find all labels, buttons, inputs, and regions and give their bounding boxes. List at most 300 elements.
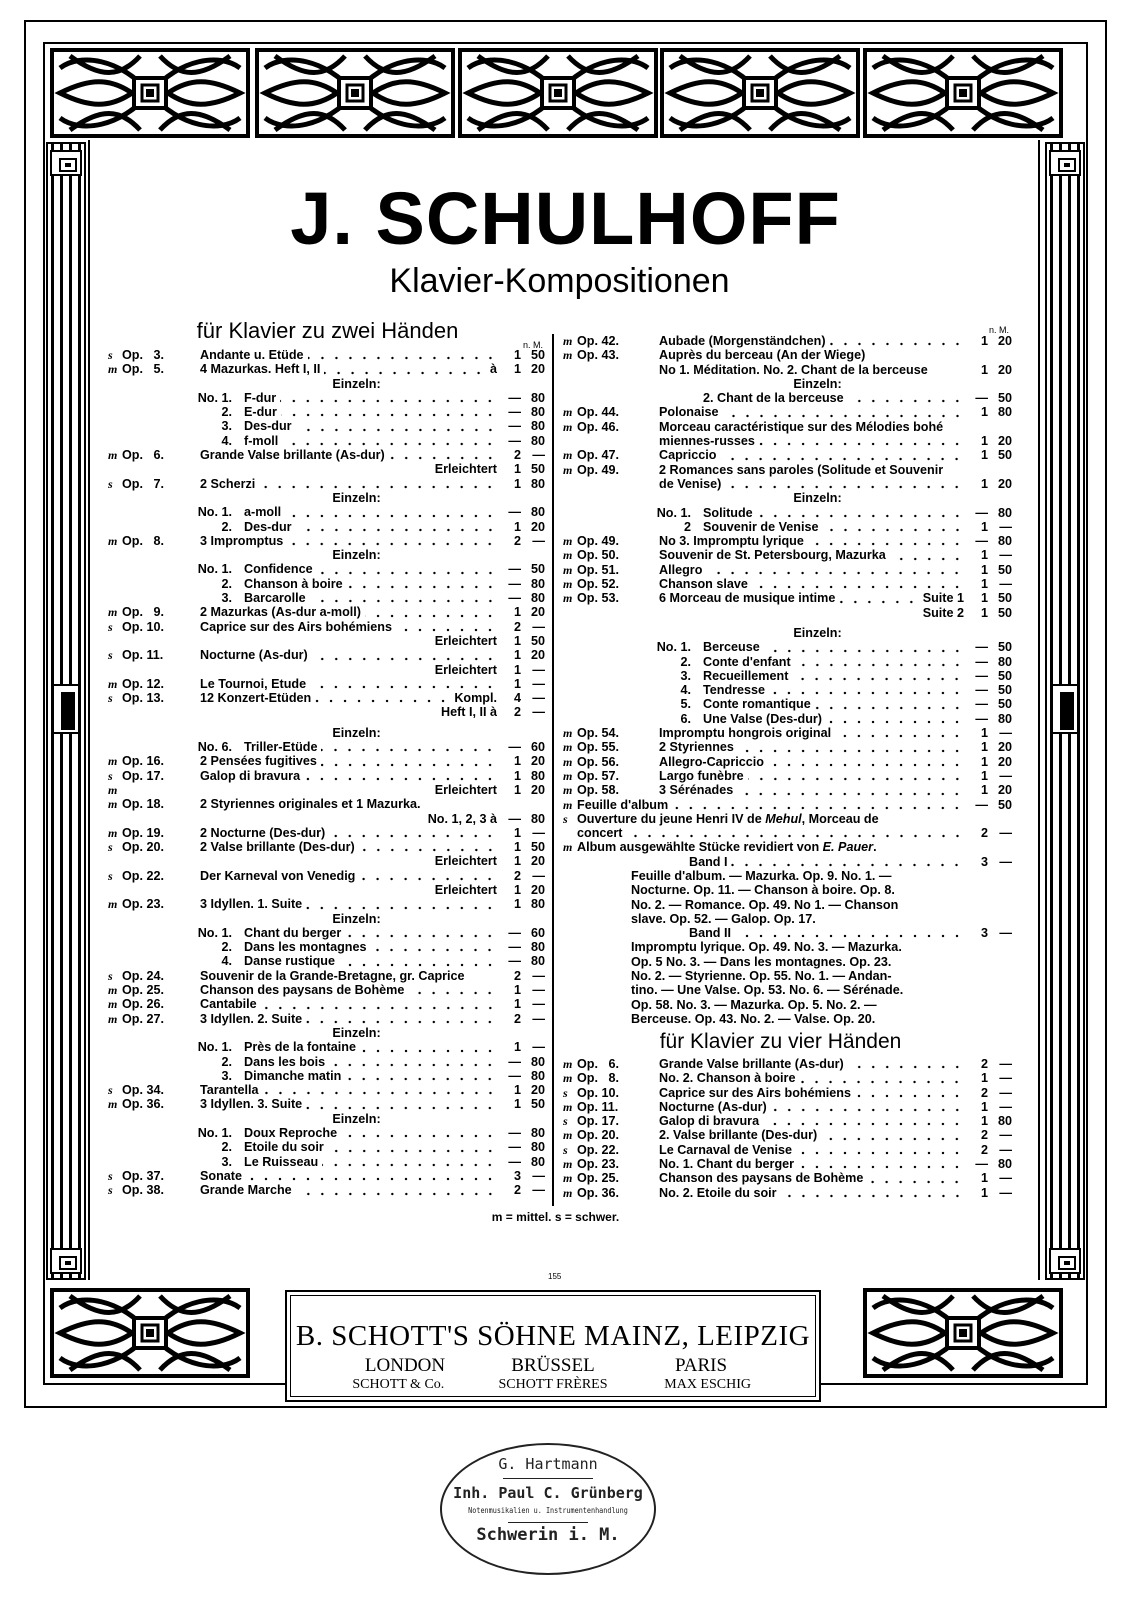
price	[501, 983, 545, 997]
price	[501, 926, 545, 940]
leader-dots	[317, 567, 497, 575]
opus-number: Op. 44.	[577, 405, 619, 420]
catalog-row	[563, 477, 1012, 491]
catalog-row	[108, 812, 545, 826]
catalog-row	[108, 1040, 545, 1054]
catalog-row	[563, 506, 1012, 520]
leader-dots	[835, 730, 964, 738]
price-marks: —	[508, 1154, 521, 1169]
work-title: Ouverture du jeune Henri IV de Mehul, Morceau de	[577, 811, 879, 826]
publisher-box	[285, 1290, 821, 1402]
einzeln-heading: Einzeln:	[332, 911, 381, 926]
price-pfennig: 80	[530, 768, 545, 783]
opus-number: Op. 6.	[577, 1057, 619, 1071]
catalog-row	[563, 697, 1012, 711]
price-marks: 1	[980, 476, 988, 491]
catalog-row	[108, 1026, 545, 1040]
leader-dots	[359, 844, 497, 852]
price	[501, 1169, 545, 1183]
price-pfennig: 50	[530, 562, 545, 577]
price-marks: —	[508, 1140, 521, 1155]
einzeln-heading: Einzeln:	[332, 1111, 381, 1126]
price-pfennig: —	[532, 691, 545, 706]
price-pfennig: 20	[530, 648, 545, 663]
price	[968, 534, 1012, 548]
leader-dots	[725, 481, 964, 489]
leader-dots	[848, 395, 964, 403]
price-marks: —	[508, 405, 521, 420]
catalog-row	[108, 740, 545, 754]
difficulty-mark: s	[563, 1114, 568, 1129]
price-marks: —	[975, 391, 988, 406]
work-title: Auprès du berceau (An der Wiege)	[659, 348, 866, 363]
einzeln-heading: Einzeln:	[332, 725, 381, 740]
work-title: Capriccio	[659, 448, 717, 463]
price-marks: —	[975, 797, 988, 812]
work-title: 2 Styriennes originales et 1 Mazurka.	[200, 797, 421, 812]
album-contents: tino. — Une Valse. Op. 53. No. 6. — Sérénade.	[631, 983, 904, 998]
opus-number: Op. 10.	[122, 619, 164, 634]
work-title: Caprice sur des Airs bohémiens	[200, 619, 393, 634]
opus-number: Op. 24.	[122, 968, 164, 983]
catalog-row	[563, 1157, 1012, 1171]
catalog-row	[108, 505, 545, 519]
price	[501, 897, 545, 911]
piece-title: Danse rustique	[244, 954, 335, 969]
rosette-ornament	[863, 1288, 1063, 1378]
price	[968, 926, 1012, 940]
work-title: Der Karneval von Venedig	[200, 868, 356, 883]
work-title: Album ausgewählte Stücke revidiert von E. Pauer.	[577, 840, 877, 855]
price	[968, 740, 1012, 754]
price-marks: 1	[513, 1040, 521, 1055]
catalog-row	[108, 663, 545, 677]
opus-number: Op. 23.	[577, 1157, 619, 1172]
leader-dots	[324, 367, 486, 375]
price-pfennig: —	[532, 533, 545, 548]
difficulty-mark: s	[108, 476, 113, 491]
price-pfennig: 50	[997, 391, 1012, 406]
price	[968, 591, 1012, 605]
price-pfennig: 80	[530, 1126, 545, 1141]
price	[968, 506, 1012, 520]
einzeln-heading: Einzeln:	[793, 376, 842, 391]
price	[968, 755, 1012, 769]
price-marks: —	[975, 697, 988, 712]
work-title: Tarantella	[200, 1083, 259, 1098]
price-pfennig: 80	[530, 811, 545, 826]
catalog-row	[108, 954, 545, 968]
price-pfennig: 20	[997, 740, 1012, 755]
price-marks: —	[508, 1126, 521, 1141]
leader-dots	[830, 338, 964, 346]
piece-number: 3.	[680, 668, 691, 683]
square-ornament	[50, 1248, 82, 1274]
einzeln-heading: Einzeln:	[332, 1025, 381, 1040]
price-pfennig: 80	[997, 1157, 1012, 1172]
price-marks: 2	[513, 533, 521, 548]
work-title: 2 Pensées fugitives	[200, 754, 317, 769]
price	[968, 855, 1012, 869]
price	[501, 634, 545, 648]
stamp-line: Notenmusikalien u. Instrumentenhandlung	[468, 1506, 628, 1515]
price-pfennig: —	[532, 868, 545, 883]
work-title: Chanson slave	[659, 577, 748, 592]
leader-dots	[306, 1102, 497, 1110]
square-ornament	[1049, 1248, 1081, 1274]
catalog-row	[563, 855, 1012, 869]
catalog-row	[563, 391, 1012, 405]
price	[501, 1155, 545, 1169]
catalog-row	[563, 755, 1012, 769]
leader-dots	[738, 745, 964, 753]
work-title: 3 Idyllen. 3. Suite	[200, 1097, 303, 1112]
opus-number: Op. 19.	[122, 825, 164, 840]
catalog-row	[108, 491, 545, 505]
catalog-row	[563, 998, 1012, 1012]
price	[968, 655, 1012, 669]
difficulty-mark: m	[563, 405, 573, 420]
price-marks: 1	[980, 726, 988, 741]
price	[968, 1057, 1012, 1071]
opus-number: Op. 36.	[122, 1097, 164, 1112]
price-pfennig: 80	[530, 576, 545, 591]
price	[501, 854, 545, 868]
piece-title: Confidence	[244, 562, 313, 577]
price	[501, 940, 545, 954]
catalog-row	[108, 377, 545, 391]
section-heading-two-hands: für Klavier zu zwei Händen	[196, 318, 459, 343]
piece-title: Conte d'enfant	[703, 654, 791, 669]
album-contents: Impromptu lyrique. Op. 49. No. 3. — Mazurka.	[631, 940, 902, 955]
piece-number: 3.	[221, 419, 232, 434]
price-pfennig: —	[532, 448, 545, 463]
price-pfennig: —	[999, 548, 1012, 563]
work-title: Nocturne (As-dur)	[659, 1099, 767, 1114]
album-contents: Op. 5 No. 3. — Dans les montagnes. Op. 23.	[631, 954, 892, 969]
price-pfennig: —	[532, 1168, 545, 1183]
catalog-row	[563, 334, 1012, 348]
difficulty-mark: m	[108, 983, 118, 998]
difficulty-mark: m	[108, 754, 118, 769]
price-pfennig: 80	[530, 1140, 545, 1155]
catalog-row	[108, 840, 545, 854]
einzeln-heading: Einzeln:	[793, 491, 842, 506]
price-marks: 1	[980, 548, 988, 563]
difficulty-mark: m	[108, 1097, 118, 1112]
leader-dots	[329, 830, 497, 838]
price-pfennig: —	[999, 577, 1012, 592]
price-marks: —	[975, 668, 988, 683]
piece-title: Le Ruisseau	[244, 1154, 319, 1169]
opus-number: Op. 50.	[577, 548, 619, 563]
piece-title: Dans les montagnes	[244, 940, 367, 955]
right-column-ornament	[1045, 142, 1085, 1280]
continuation-text: de Venise)	[659, 476, 722, 491]
price-marks: 2	[980, 1128, 988, 1143]
piece-number: 3.	[221, 1154, 232, 1169]
opus-number: Op. 22.	[122, 868, 164, 883]
leader-dots	[826, 716, 964, 724]
difficulty-mark: m	[563, 548, 573, 563]
price-pfennig: 80	[997, 1114, 1012, 1129]
leader-dots	[627, 830, 965, 838]
price	[501, 954, 545, 968]
price	[968, 548, 1012, 562]
price	[501, 1040, 545, 1054]
difficulty-mark: m	[563, 334, 573, 348]
price-pfennig: 80	[530, 591, 545, 606]
work-title: 4 Mazurkas. Heft I, II	[200, 362, 321, 377]
difficulty-mark: m	[563, 840, 573, 855]
catalog-row	[563, 363, 1012, 377]
difficulty-mark: m	[563, 783, 573, 798]
price-marks: —	[508, 433, 521, 448]
piece-number: No. 1.	[197, 505, 232, 520]
price-marks: 1	[980, 448, 988, 463]
opus-number: Op. 12.	[122, 676, 164, 691]
leader-dots	[723, 410, 965, 418]
price-pfennig: 20	[997, 754, 1012, 769]
leader-dots	[769, 687, 964, 695]
work-title: Souvenir de la Grande-Bretagne, gr. Caprice	[200, 968, 465, 983]
opus-number: Op. 9.	[122, 605, 164, 620]
leader-dots	[370, 944, 497, 952]
price	[501, 391, 545, 405]
difficulty-mark: s	[108, 1168, 113, 1183]
leader-dots	[408, 987, 497, 995]
leader-dots	[815, 702, 964, 710]
einzeln-heading: Einzeln:	[332, 490, 381, 505]
leader-dots	[345, 1073, 497, 1081]
leader-dots	[799, 1076, 964, 1084]
price	[501, 769, 545, 783]
work-title: 3 Idyllen. 2. Suite	[200, 1011, 303, 1026]
price-label: Erleichtert	[434, 882, 497, 897]
catalog-row	[108, 534, 545, 548]
work-title: 3 Idyllen. 1. Suite	[200, 897, 303, 912]
price	[501, 677, 545, 691]
left-column-ornament	[46, 142, 86, 1280]
leader-dots	[306, 1016, 497, 1024]
catalog-row	[563, 1086, 1012, 1100]
difficulty-mark: s	[563, 1142, 568, 1157]
opus-number: Op. 11.	[122, 648, 164, 663]
leader-dots	[795, 659, 964, 667]
price-marks: 2	[513, 448, 521, 463]
catalog-row	[563, 491, 1012, 505]
price-pfennig: —	[532, 968, 545, 983]
price	[968, 726, 1012, 740]
opus-number: Op. 22.	[577, 1142, 619, 1157]
opus-number: Op. 43.	[577, 348, 619, 363]
catalog-row	[563, 883, 1012, 897]
opus-number: Op. 16.	[122, 754, 164, 769]
difficulty-mark: m	[563, 577, 573, 592]
work-title: 3 Sérénades	[659, 783, 734, 798]
price-marks: 2	[513, 1011, 521, 1026]
price-marks: 1	[513, 997, 521, 1012]
difficulty-mark: s	[108, 840, 113, 855]
opus-number: Op. 3.	[122, 348, 164, 362]
price-pfennig: 80	[530, 1068, 545, 1083]
price-marks: 2	[513, 868, 521, 883]
leader-dots	[737, 788, 964, 796]
album-contents: Nocturne. Op. 11. — Chanson à boire. Op. 8.	[631, 883, 895, 898]
piece-title: Souvenir de Venise	[703, 519, 819, 534]
subtitle: Klavier-Kompositionen	[389, 262, 730, 300]
catalog-row	[563, 955, 1012, 969]
album-contents: slave. Op. 52. — Galop. Op. 17.	[631, 911, 816, 926]
work-title: concert	[577, 826, 623, 841]
catalog-row	[108, 634, 545, 648]
price-pfennig: —	[999, 726, 1012, 741]
price	[501, 520, 545, 534]
catalog-row	[108, 1097, 545, 1111]
piece-title: Dimanche matin	[244, 1068, 342, 1083]
composer-title: J. SCHULHOFF	[290, 177, 841, 260]
catalog-row	[563, 740, 1012, 754]
price-pfennig: 20	[997, 362, 1012, 377]
price-marks: 1	[513, 983, 521, 998]
catalog-row	[563, 983, 1012, 997]
price	[501, 826, 545, 840]
price-pfennig: 80	[997, 711, 1012, 726]
price-marks: 1	[980, 1099, 988, 1114]
opus-number: Op. 49.	[577, 462, 619, 477]
price-pfennig: 50	[997, 683, 1012, 698]
price	[968, 697, 1012, 711]
catalog-row	[108, 591, 545, 605]
rosette-ornament	[863, 48, 1063, 138]
price	[968, 606, 1012, 620]
price	[968, 1128, 1012, 1142]
opus-number: Op. 20.	[122, 840, 164, 855]
piece-title: Barcarolle	[244, 591, 306, 606]
catalog-row	[563, 1114, 1012, 1128]
leader-dots	[304, 773, 497, 781]
price-pfennig: 80	[530, 940, 545, 955]
catalog-row	[108, 1055, 545, 1069]
leader-dots	[315, 695, 450, 703]
price-marks: 2	[513, 705, 521, 720]
price-pfennig: 50	[997, 668, 1012, 683]
work-title: Grande Valse brillante (As-dur)	[659, 1057, 844, 1071]
difficulty-mark: m	[563, 1057, 573, 1071]
catalog-row	[108, 769, 545, 783]
price-pfennig: 80	[530, 1154, 545, 1169]
difficulty-mark: m	[108, 533, 118, 548]
piece-number: No. 1.	[197, 925, 232, 940]
price-marks: —	[975, 505, 988, 520]
price-label: Erleichtert	[434, 782, 497, 797]
catalog-row	[563, 898, 1012, 912]
piece-title: Dans les bois	[244, 1054, 326, 1069]
catalog-row	[563, 520, 1012, 534]
price-pfennig: —	[999, 768, 1012, 783]
work-title: Feuille d'album	[577, 797, 669, 812]
catalog-row	[108, 797, 545, 811]
leader-dots	[263, 1087, 497, 1095]
price-pfennig: 20	[997, 476, 1012, 491]
difficulty-mark: m	[108, 897, 118, 912]
difficulty-mark: m	[563, 1185, 573, 1200]
work-title: Sonate	[200, 1168, 242, 1183]
difficulty-mark: s	[108, 691, 113, 706]
price	[968, 391, 1012, 405]
opus-number: Op. 18.	[122, 797, 164, 812]
price-label: à	[489, 362, 497, 377]
opus-number: Op. 10.	[577, 1085, 619, 1100]
difficulty-mark: m	[108, 825, 118, 840]
catalog-row	[563, 926, 1012, 940]
rosette-ornament	[660, 48, 860, 138]
piece-title: Triller-Etüde	[244, 740, 318, 755]
price-marks: —	[508, 940, 521, 955]
catalog-row	[108, 897, 545, 911]
catalog-row	[563, 377, 1012, 391]
difficulty-mark: s	[108, 619, 113, 634]
catalog-row	[108, 1112, 545, 1126]
work-title: Nocturne (As-dur)	[200, 648, 308, 663]
album-contents: No. 2. — Romance. Op. 49. No 1. — Chanson	[631, 897, 899, 912]
piece-number: 2.	[221, 519, 232, 534]
square-ornament	[1049, 150, 1081, 176]
difficulty-mark: m	[563, 448, 573, 463]
catalog-row	[108, 726, 545, 740]
catalog-row	[563, 591, 1012, 605]
work-title: Morceau caractéristique sur des Mélodies bohé	[659, 419, 944, 434]
difficulty-mark: m	[108, 362, 118, 377]
price	[501, 1083, 545, 1097]
price-pfennig: 60	[530, 925, 545, 940]
leader-dots	[329, 1059, 497, 1067]
difficulty-mark: s	[563, 1085, 568, 1100]
opus-number: Op. 37.	[122, 1168, 164, 1183]
einzeln-heading: Einzeln:	[332, 376, 381, 391]
price	[501, 705, 545, 719]
price-pfennig: 50	[530, 348, 545, 362]
price-pfennig: 80	[530, 1054, 545, 1069]
price-pfennig: 80	[530, 505, 545, 520]
leader-dots	[261, 1002, 497, 1010]
band-label: Band II	[689, 926, 731, 941]
price-pfennig: 80	[530, 419, 545, 434]
price	[968, 1100, 1012, 1114]
price	[968, 334, 1012, 348]
price	[501, 1140, 545, 1154]
publisher-name: B. SCHOTT'S SÖHNE MAINZ, LEIPZIG	[295, 1320, 811, 1352]
difficulty-mark: m	[563, 726, 573, 741]
price-marks: —	[975, 654, 988, 669]
catalog-row	[108, 783, 545, 797]
opus-number: Op. 26.	[122, 997, 164, 1012]
price-unit-label: n. M.	[988, 325, 1009, 335]
price	[501, 405, 545, 419]
difficulty-mark: m	[108, 1011, 118, 1026]
difficulty-mark: m	[563, 1171, 573, 1186]
price-marks: —	[975, 534, 988, 549]
price-pfennig: —	[532, 1040, 545, 1055]
difficulty-mark: m	[563, 1157, 573, 1172]
piece-number: 2.	[221, 940, 232, 955]
leader-dots	[808, 538, 964, 546]
price	[968, 1143, 1012, 1157]
opus-number: Op. 42.	[577, 334, 619, 348]
opus-number: Op. 52.	[577, 577, 619, 592]
piece-title: Etoile du soir	[244, 1140, 324, 1155]
price-pfennig: —	[532, 1183, 545, 1198]
